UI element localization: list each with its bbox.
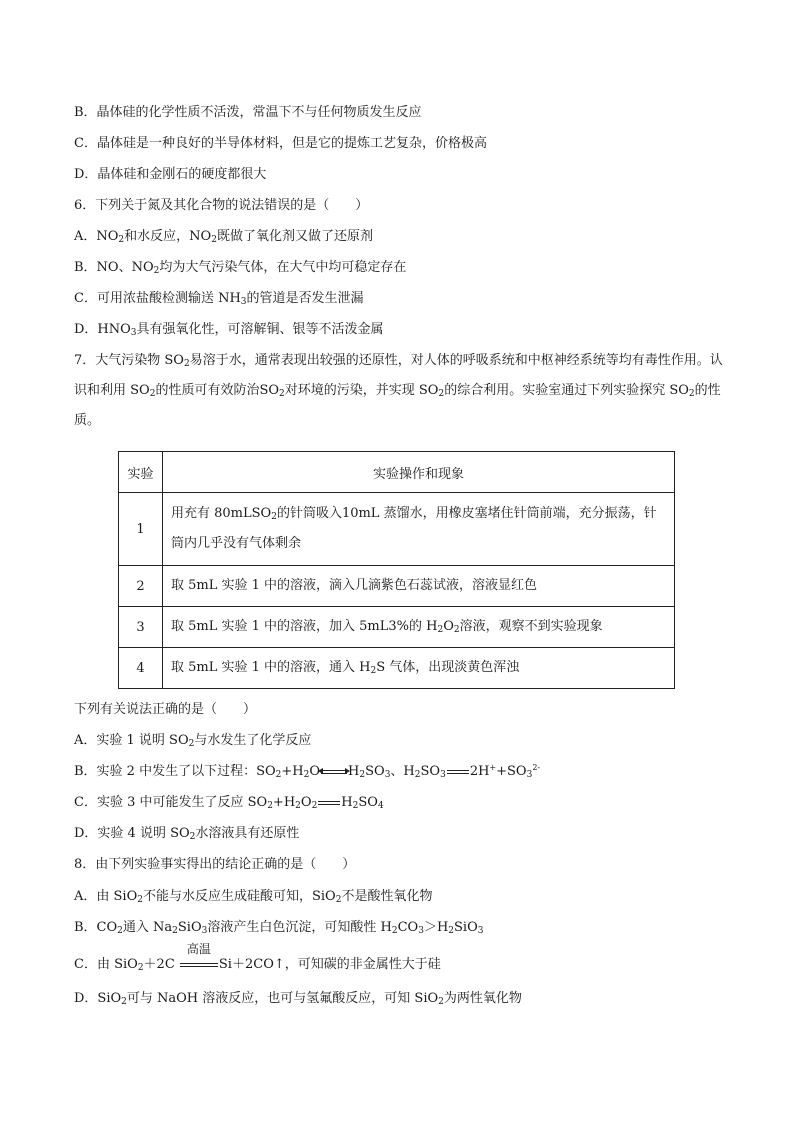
row-number: 4	[119, 648, 163, 689]
table-row	[119, 607, 675, 648]
q7-option-b: B．实验 2 中发生了以下过程：$SO_2+H_2O$ $H_2SO_3$、$H_2SO_3$ $2H^++SO_3^{2-}$	[74, 763, 541, 780]
q7-stem: 7．大气污染物 $SO_2$易溶于水，通常表现出较强的还原性，对人体的呼吸系统和中枢神经系统等均有毒性作用。认识和利用 $SO_2$的性质可有效防治$SO_2$对环境的污染，并实现 $SO_2$的综合利用。实验室通过下列实验探究 $SO_2$的性质。	[74, 353, 723, 428]
q5-option-c: C．晶体硅是一种良好的半导体材料，但是它的提炼工艺复杂，价格极高	[74, 136, 487, 151]
header-experiment: 实验	[119, 452, 163, 493]
q8-option-c: C．由 SiO$_2$＋2C 高温 Si＋2CO↑，可知碳的非金属性大于硅	[74, 942, 441, 973]
q6-option-b: B．NO、$NO_2$均为大气污染气体，在大气中均可稳定存在	[74, 260, 407, 276]
q6-stem: 6．下列关于氮及其化合物的说法错误的是（ ）	[74, 198, 369, 213]
q8-stem: 8．由下列实验事实得出的结论正确的是（ ）	[74, 857, 356, 872]
header-operation: 实验操作和现象	[163, 452, 675, 493]
q6-option-a: A．$NO_2$和水反应，$NO_2$既做了氧化剂又做了还原剂	[74, 229, 373, 245]
equals-sign-icon	[447, 770, 469, 774]
row-number: 1	[119, 493, 163, 566]
row-text: 用充有 80mLSO$_2$的针筒吸入10mL 蒸馏水，用橡皮塞堵住针筒前端，充分振荡，针筒内几乎没有气体剩余	[163, 493, 675, 566]
q8-option-d: D．SiO$_2$可与 NaOH 溶液反应，也可与氢氟酸反应，可知 SiO$_2$为两性氧化物	[74, 991, 522, 1007]
q5-option-d: D．晶体硅和金刚石的硬度都很大	[74, 167, 267, 182]
table-row	[119, 648, 675, 689]
q7-option-d: D．实验 4 说明 $SO_2$水溶液具有还原性	[74, 826, 300, 842]
q6-option-d: D．$HNO_3$具有强氧化性，可溶解铜、银等不活泼金属	[74, 322, 384, 338]
q8-option-a: A．由 SiO$_2$不能与水反应生成硅酸可知，SiO$_2$不是酸性氧化物	[74, 889, 433, 905]
table-row	[119, 493, 675, 566]
experiment-table	[118, 451, 675, 689]
q6-option-c: C．可用浓盐酸检测输送 $NH_3$的管道是否发生泄漏	[74, 291, 364, 307]
q5-option-b: B．晶体硅的化学性质不活泼，常温下不与任何物质发生反应	[74, 105, 422, 120]
reaction-condition: 高温	[180, 956, 218, 974]
table-row	[119, 566, 675, 607]
row-number: 3	[119, 607, 163, 648]
equals-sign-icon	[318, 801, 340, 805]
q7-option-c: C．实验 3 中可能发生了反应 $SO_2+H_2O_2$ $H_2SO_4$	[74, 795, 384, 811]
q7-option-a: A．实验 1 说明 $SO_2$与水发生了化学反应	[74, 733, 312, 749]
row-text: 取 5mL 实验 1 中的溶液，通入 $H_2S$ 气体，出现淡黄色浑浊	[163, 648, 675, 689]
row-text: 取 5mL 实验 1 中的溶液，滴入几滴紫色石蕊试液，溶液显红色	[163, 566, 675, 607]
q8-option-b: B．$CO_2$通入 $Na_2SiO_3$溶液产生白色沉淀，可知酸性 $H_2CO_3>H_2SiO_3$	[74, 920, 484, 936]
q7-ask: 下列有关说法正确的是（ ）	[74, 702, 257, 717]
row-text: 取 5mL 实验 1 中的溶液，加入 5mL3%的 $H_2O_2$溶液，观察不到实验现象	[163, 607, 675, 648]
row-number: 2	[119, 566, 163, 607]
table-header	[119, 452, 675, 493]
reversible-arrow-icon	[321, 770, 347, 774]
